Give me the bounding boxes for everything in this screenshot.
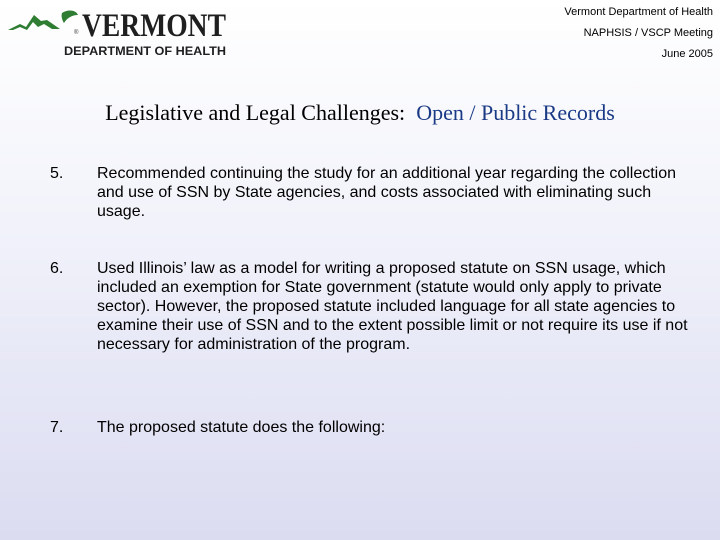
header-date: June 2005 bbox=[661, 48, 713, 60]
list-item bbox=[50, 418, 690, 437]
item-text: Used Illinois’ law as a model for writing a proposed statute on SSN usage, which included an exemption for State government (statute would only apply to private sector). However, the proposed statute included language for all state agencies to examine their use of SSN and to the extent possible limit or not require its use if not necessary for administration of the program. bbox=[97, 260, 688, 353]
mountain-leaf-icon bbox=[8, 11, 78, 30]
item-number: 7. bbox=[50, 419, 64, 436]
header-meeting: NAPHSIS / VSCP Meeting bbox=[583, 27, 713, 39]
slide-title bbox=[0, 100, 720, 126]
list-item bbox=[50, 259, 690, 354]
item-text: Recommended continuing the study for an additional year regarding the collection and use of SSN by State agencies, and costs associated with eliminating such usage. bbox=[97, 165, 677, 220]
logo-department: DEPARTMENT OF HEALTH bbox=[64, 44, 226, 58]
item-number: 6. bbox=[50, 260, 64, 277]
title-accent: Open / Public Records bbox=[416, 100, 615, 125]
title-prefix: Legislative and Legal Challenges: bbox=[105, 100, 406, 125]
vermont-health-logo bbox=[6, 4, 228, 60]
logo-reg-mark: ® bbox=[74, 30, 79, 36]
item-number: 5. bbox=[50, 165, 64, 182]
header-org: Vermont Department of Health bbox=[564, 6, 713, 18]
header-info bbox=[564, 2, 713, 65]
list-item bbox=[50, 164, 690, 221]
item-text: The proposed statute does the following: bbox=[97, 419, 386, 436]
logo-wordmark: VERMONT bbox=[82, 8, 226, 44]
